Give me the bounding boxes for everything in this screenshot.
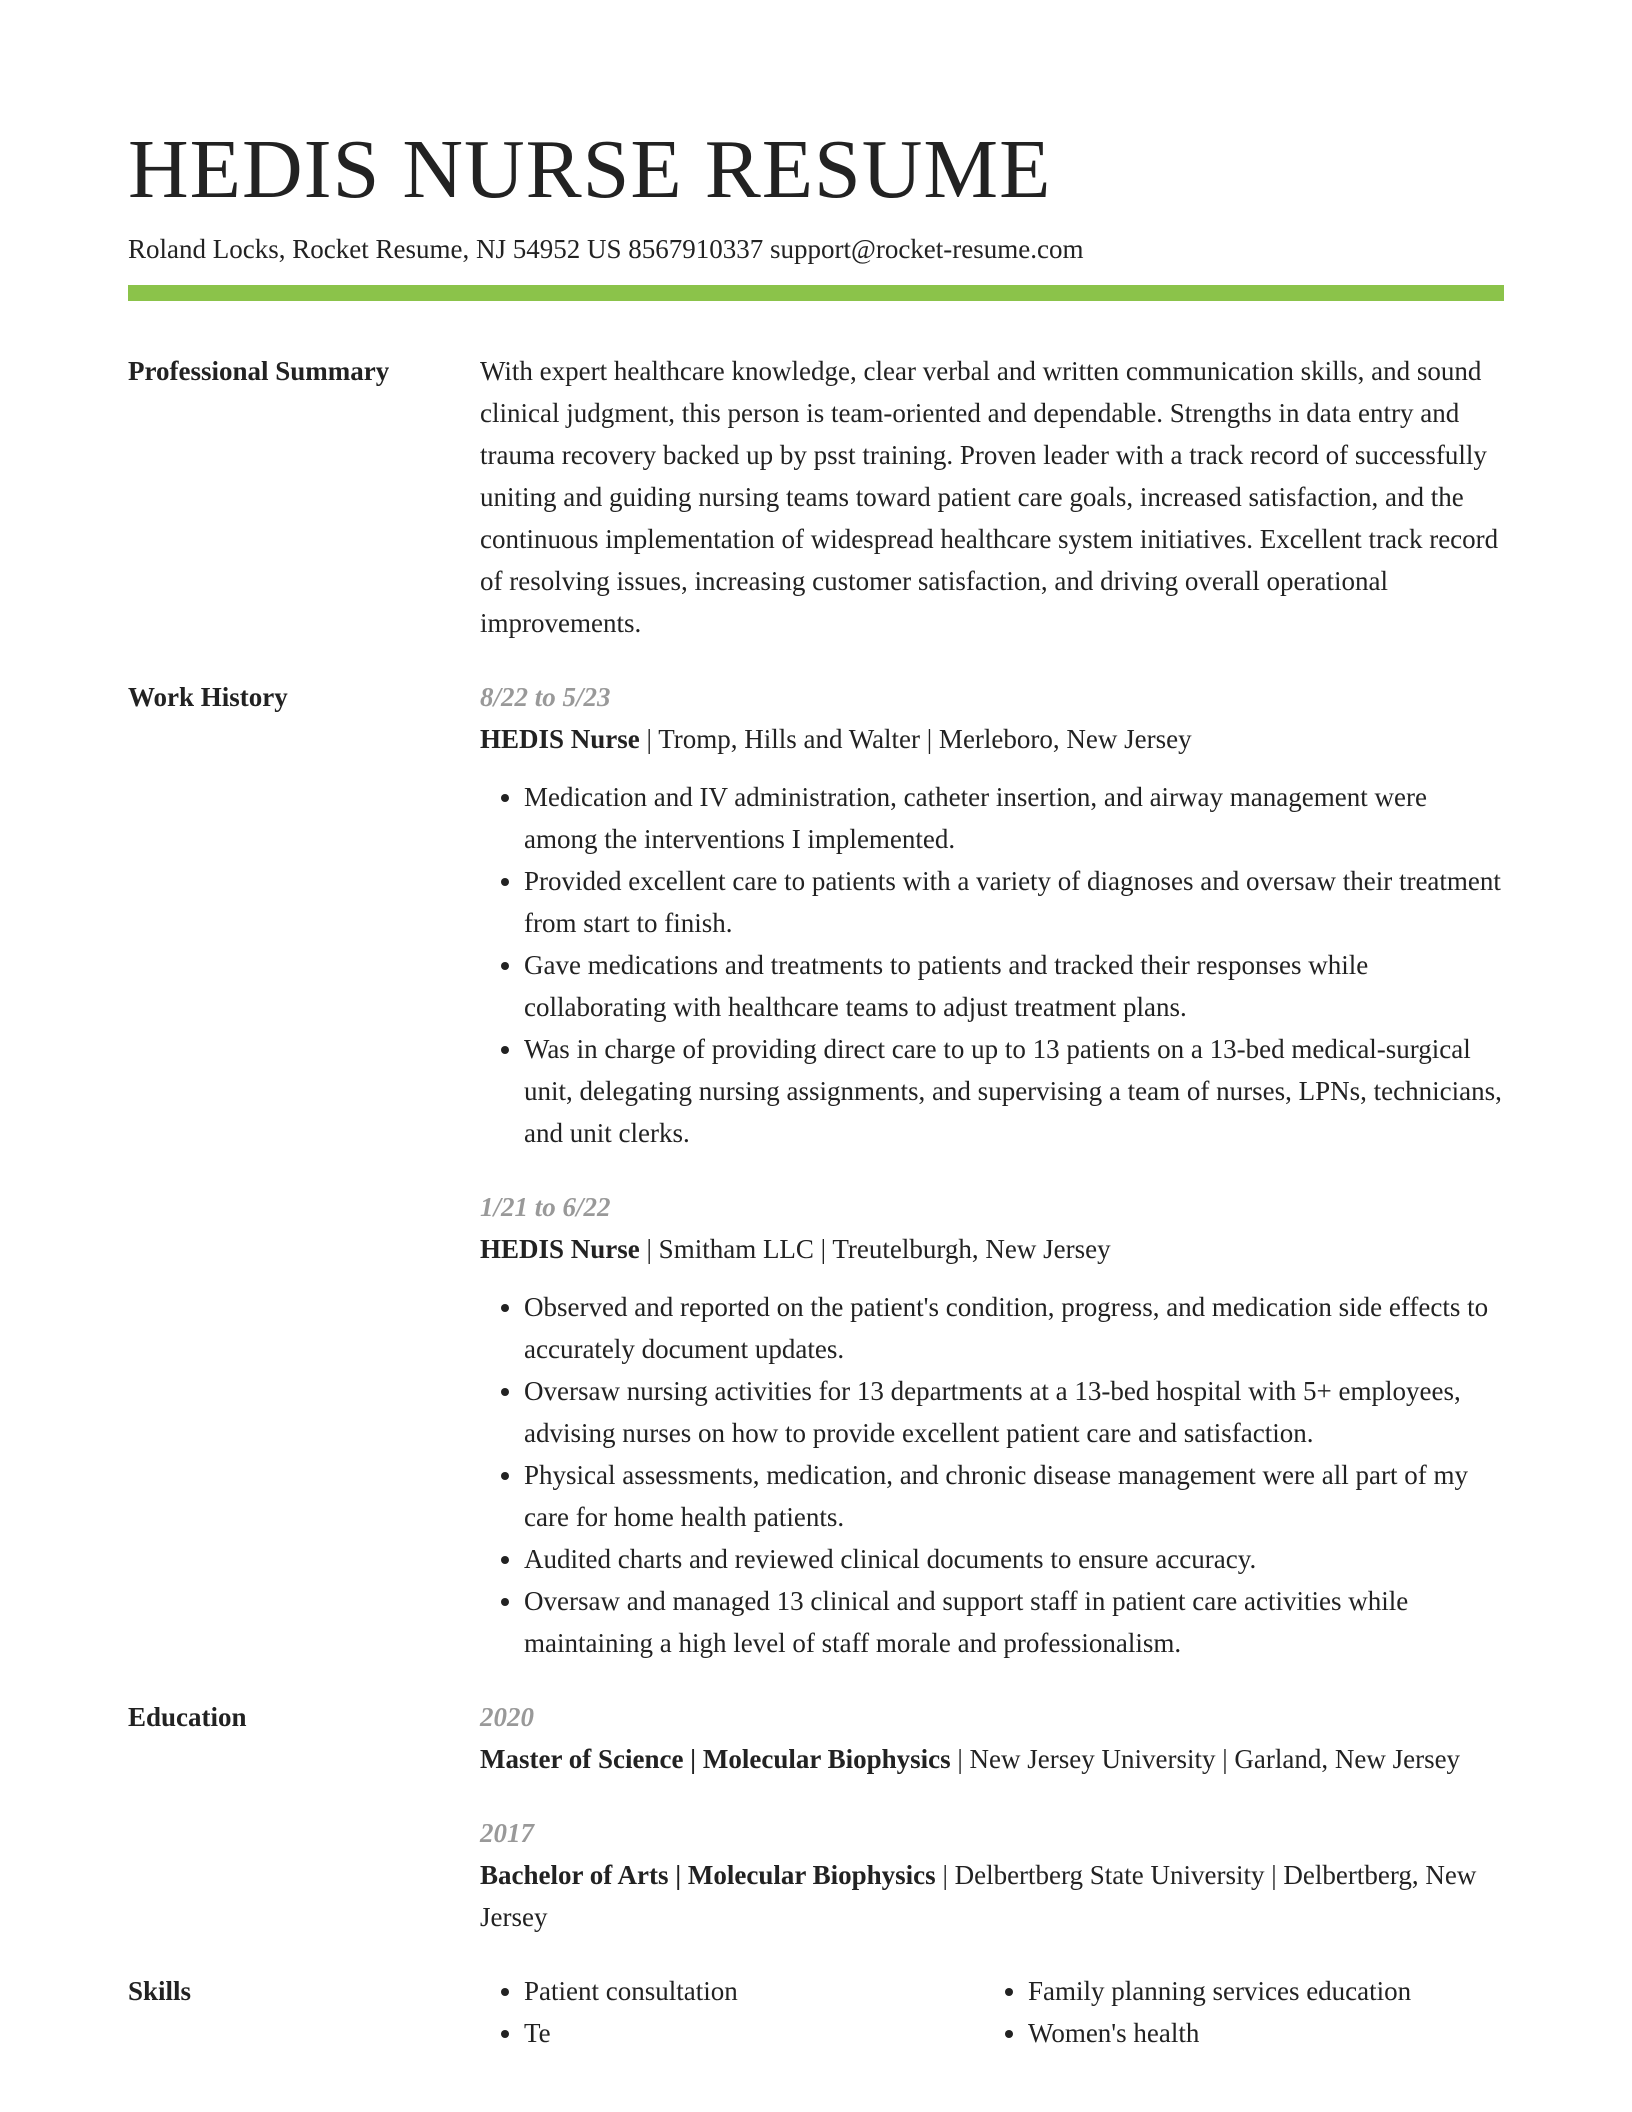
job-bullets	[480, 1286, 1504, 1664]
education-year: 2017	[480, 1818, 534, 1848]
education-details: | New Jersey University | Garland, New Jersey	[950, 1744, 1461, 1774]
job-dates: 8/22 to 5/23	[480, 682, 611, 712]
summary-text: With expert healthcare knowledge, clear verbal and written communication skills, and sound clinical judgment, this person is team-oriented and dependable. Strengths in data entry and trauma recovery backed up by psst training. Proven leader with a track record of successfully uniting and guiding nursing teams toward patient care goals, increased satisfaction, and the continuous implementation of widespread healthcare system initiatives. Excellent track record of resolving issues, increasing customer satisfaction, and driving overall operational improvements.	[480, 356, 1499, 638]
education-year: 2020	[480, 1702, 534, 1732]
education-heading	[480, 1854, 1504, 1938]
education-entry	[480, 1812, 1504, 1938]
degree: Master of Science | Molecular Biophysics	[480, 1744, 951, 1774]
list-item: • Oversaw and managed 13 clinical and support staff in patient care activities while maintaining a high level of staff morale and professionalism.	[524, 1580, 1504, 1664]
job-title: HEDIS Nurse	[480, 1234, 640, 1264]
list-item: • Physical assessments, medication, and chronic disease management were all part of my care for home health patients.	[524, 1454, 1504, 1538]
list-item: • Observed and reported on the patient's condition, progress, and medication side effects to accurately document updates.	[524, 1286, 1504, 1370]
list-item: • Was in charge of providing direct care to up to 13 patients on a 13-bed medical-surgical unit, delegating nursing assignments, and supervising a team of nurses, LPNs, technicians, and unit clerks.	[524, 1028, 1504, 1154]
list-item: • Medication and IV administration, catheter insertion, and airway management were among the interventions I implemented.	[524, 776, 1504, 860]
section-label: Professional Summary	[128, 356, 390, 386]
resume-sections	[128, 350, 1504, 2054]
education-section	[128, 1696, 1504, 1938]
list-item: • Audited charts and reviewed clinical documents to ensure accuracy.	[524, 1538, 1504, 1580]
education-heading	[480, 1738, 1504, 1780]
accent-divider	[128, 285, 1504, 301]
contact-info: Roland Locks, Rocket Resume, NJ 54952 US 8567910337 support@rocket-resume.com	[128, 234, 1084, 264]
list-item: • Provided excellent care to patients with a variety of diagnoses and oversaw their treatment from start to finish.	[524, 860, 1504, 944]
list-item: • Gave medications and treatments to patients and tracked their responses while collaborating with healthcare teams to adjust treatment plans.	[524, 944, 1504, 1028]
job-entry	[480, 676, 1504, 1154]
skills-list-left	[480, 1970, 984, 2054]
job-bullets	[480, 776, 1504, 1154]
section-label: Work History	[128, 682, 288, 712]
job-heading	[480, 1228, 1504, 1270]
job-details: | Tromp, Hills and Walter | Merleboro, New Jersey	[639, 724, 1192, 754]
skills-section	[128, 1970, 1504, 2054]
skill-item: • Patient consultation	[524, 1970, 984, 2012]
job-entry	[480, 1186, 1504, 1664]
work-history-section	[128, 676, 1504, 1664]
section-label: Skills	[128, 1976, 192, 2006]
job-details: | Smitham LLC | Treutelburgh, New Jersey	[639, 1234, 1111, 1264]
skills-list-right	[984, 1970, 1488, 2054]
professional-summary-section	[128, 350, 1504, 644]
education-details: | Delbertberg State University | Delbertberg, New Jersey	[480, 1860, 1477, 1932]
education-entry	[480, 1696, 1504, 1780]
skill-item: • Women's health	[1028, 2012, 1488, 2054]
list-item: • Oversaw nursing activities for 13 departments at a 13-bed hospital with 5+ employees, advising nurses on how to provide excellent patient care and satisfaction.	[524, 1370, 1504, 1454]
skills-columns	[480, 1970, 1504, 2054]
skill-item: • Family planning services education	[1028, 1970, 1488, 2012]
resume-title: HEDIS NURSE RESUME	[128, 123, 1052, 216]
skill-item: • Te	[524, 2012, 984, 2054]
section-label: Education	[128, 1702, 247, 1732]
job-title: HEDIS Nurse	[480, 724, 640, 754]
job-heading	[480, 718, 1504, 760]
degree: Bachelor of Arts | Molecular Biophysics	[480, 1860, 936, 1890]
job-dates: 1/21 to 6/22	[480, 1192, 611, 1222]
